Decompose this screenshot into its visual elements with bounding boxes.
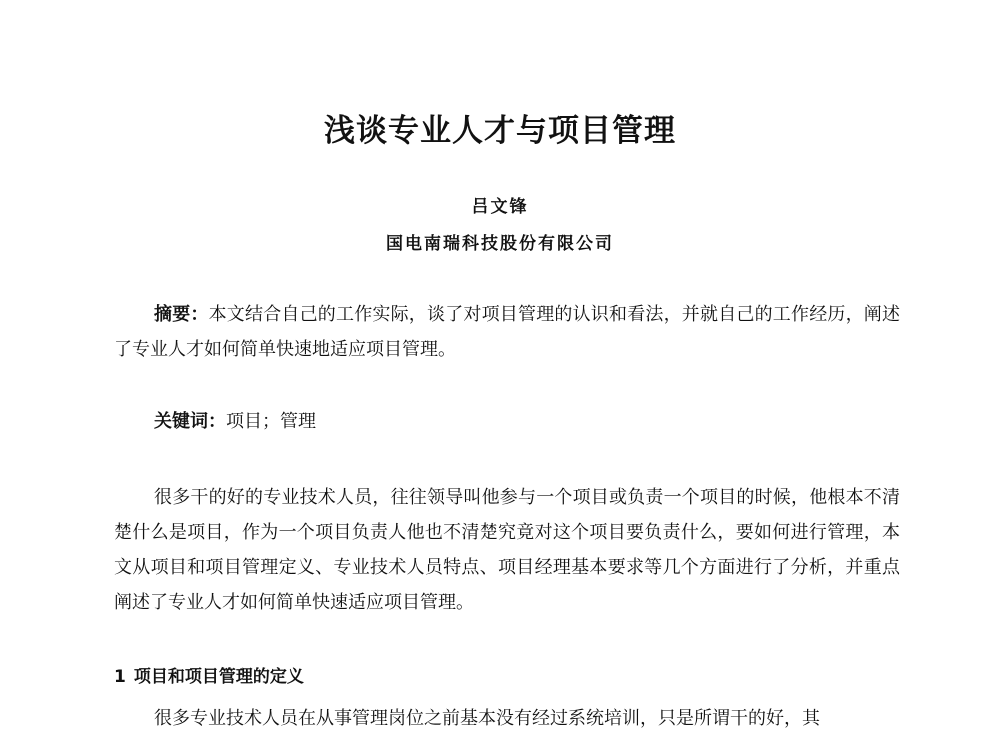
section-1-number: 1 (114, 667, 126, 687)
keywords (114, 404, 900, 439)
abstract-label: 摘要： (154, 304, 209, 325)
section-1-paragraph: 很多专业技术人员在从事管理岗位之前基本没有经过系统培训，只是所谓干的好，其 (154, 708, 820, 729)
author-name: 吕文锋 (471, 197, 529, 217)
section-1-heading (114, 662, 304, 687)
abstract (114, 297, 900, 367)
paper-title: 浅谈专业人才与项目管理 (324, 113, 676, 149)
section-1-title: 项目和项目管理的定义 (133, 667, 304, 687)
keywords-label: 关键词： (154, 411, 226, 432)
abstract-text: 本文结合自己的工作实际，谈了对项目管理的认识和看法，并就自己的工作经历，阐述了专业人才如何简单快速地适应项目管理。 (114, 304, 901, 360)
author-affiliation: 国电南瑞科技股份有限公司 (386, 234, 614, 254)
keywords-text: 项目；管理 (226, 411, 316, 432)
intro-paragraph: 很多干的好的专业技术人员，往往领导叫他参与一个项目或负责一个项目的时候，他根本不清楚什么是项目，作为一个项目负责人他也不清楚究竟对这个项目要负责什么，要如何进行管理，本文从项目和项目管理定义、专业技术人员特点、项目经理基本要求等几个方面进行了分析，并重点阐述了专业人才如何简单快速适应项目管理。 (114, 487, 900, 613)
